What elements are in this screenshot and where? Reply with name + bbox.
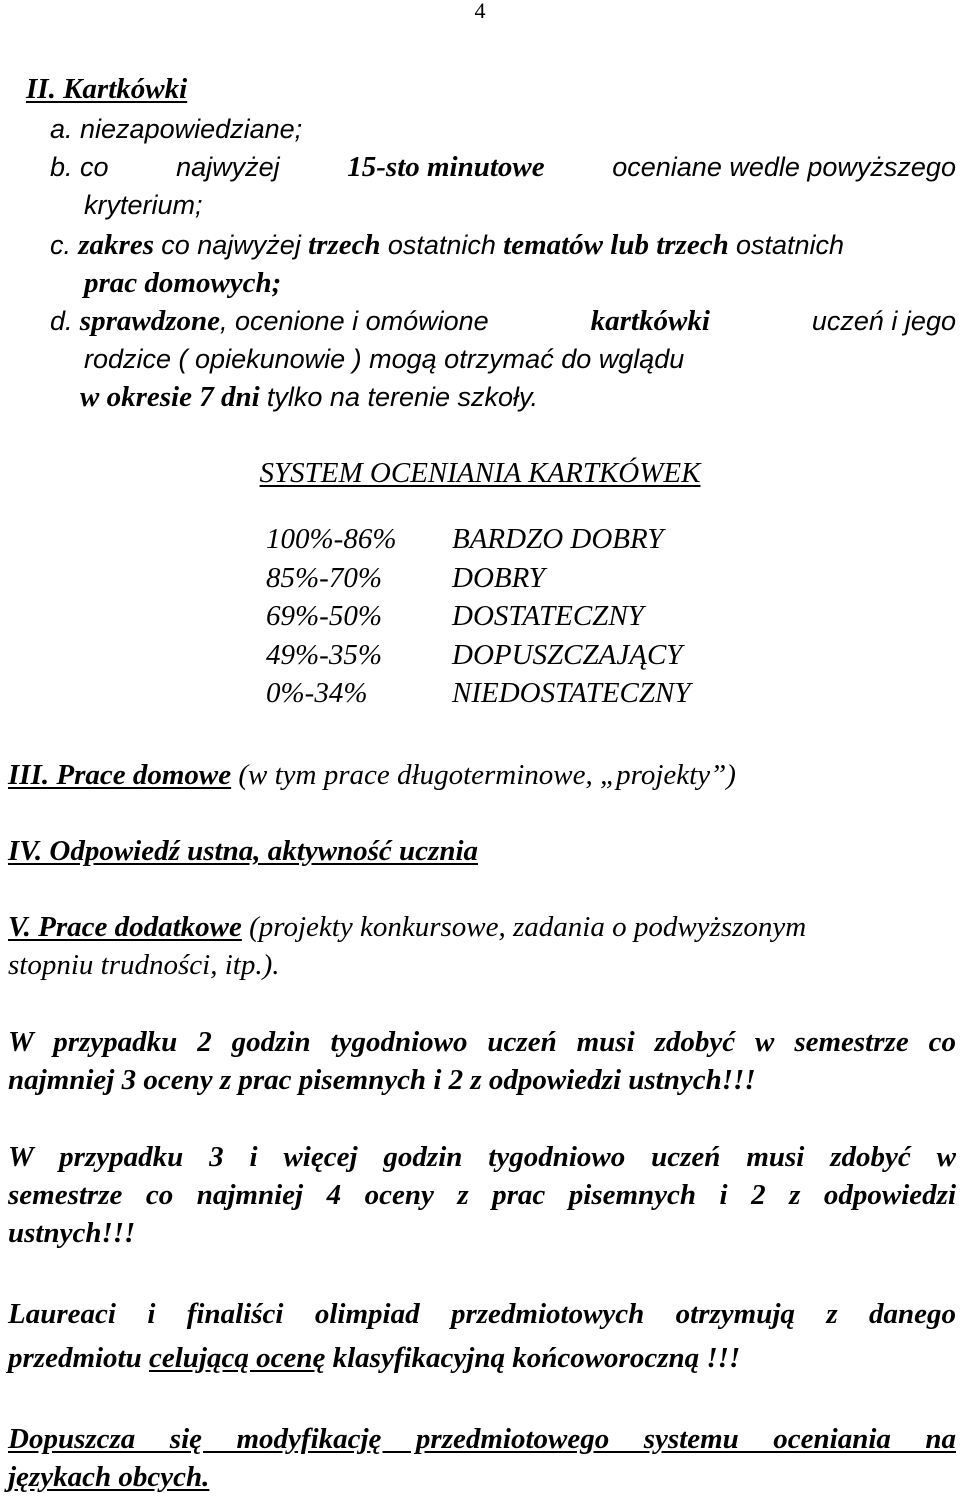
- rule-3-hours-line2: semestrze co najmniej 4 oceny z prac pisemnych i 2 z odpowiedzi: [8, 1179, 956, 1211]
- laureaci-line2-underlined: celującą ocenę: [149, 1342, 326, 1374]
- grading-row: [266, 522, 663, 556]
- kartkowki-item-d: [50, 304, 956, 338]
- item-d-part2: sprawdzone: [79, 305, 220, 337]
- item-c-part4: trzech: [308, 229, 381, 261]
- rule-3-hours-line3: ustnych!!!: [8, 1217, 136, 1249]
- item-d-cont2-bold: w okresie 7 dni: [80, 381, 260, 413]
- grading-system-title: SYSTEM OCENIANIA KARTKÓWEK: [259, 457, 701, 489]
- grade-range: 0%-34%: [266, 677, 368, 709]
- section-odpowiedz-heading: IV. Odpowiedź ustna, aktywność ucznia: [8, 835, 479, 867]
- item-c-part1: c.: [50, 230, 72, 260]
- grade-range: 100%-86%: [266, 523, 397, 555]
- modyfikacja-line2: językach obcych.: [8, 1461, 210, 1493]
- item-b-part4: oceniane wedle powyższego: [612, 152, 956, 182]
- prace-dodatkowe-note-cont: stopniu trudności, itp.).: [8, 949, 280, 981]
- modyfikacja-rule: [8, 1420, 956, 1496]
- rule-2-hours-line2: najmniej 3 oceny z prac pisemnych i 2 z odpowiedzi ustnych!!!: [8, 1064, 756, 1096]
- laureaci-line2-end: klasyfikacyjną końcoworoczną !!!: [325, 1342, 741, 1374]
- grade-label: DOPUSZCZAJĄCY: [452, 638, 683, 671]
- item-c-part2: zakres: [78, 229, 154, 261]
- kartkowki-item-c: [50, 228, 844, 262]
- laureaci-line1: Laureaci i finaliści olimpiad przedmiotowych otrzymują z danego: [8, 1298, 956, 1330]
- grade-label: DOBRY: [452, 561, 545, 594]
- grade-label: NIEDOSTATECZNY: [452, 677, 691, 709]
- item-d-part1: d.: [50, 306, 73, 336]
- laureaci-rule: [8, 1292, 956, 1380]
- item-c-part6: tematów lub trzech: [503, 229, 729, 261]
- kartkowki-item-c-cont: prac domowych;: [84, 267, 282, 299]
- item-c-part7: ostatnich: [735, 230, 845, 260]
- rule-2-hours-line1: W przypadku 2 godzin tygodniowo uczeń musi zdobyć w semestrze co: [8, 1026, 956, 1058]
- grading-row: [266, 638, 682, 672]
- grade-range: 49%-35%: [266, 638, 382, 671]
- prace-domowe-heading: III. Prace domowe: [8, 759, 232, 791]
- item-c-part3: co najwyżej: [161, 230, 301, 260]
- section-heading-kartkowki: II. Kartkówki: [26, 73, 188, 105]
- grade-label: BARDZO DOBRY: [452, 523, 664, 555]
- rule-3-hours-line1: W przypadku 3 i więcej godzin tygodniowo uczeń musi zdobyć w: [8, 1141, 956, 1173]
- kartkowki-item-d-cont2: [80, 380, 538, 414]
- item-b-part1: b. co: [50, 152, 109, 182]
- kartkowki-item-b: [50, 150, 956, 184]
- grading-row: [266, 599, 644, 633]
- modyfikacja-line1: Dopuszcza się modyfikację przedmiotowego systemu oceniania na: [8, 1423, 956, 1455]
- page-number: 4: [474, 0, 486, 23]
- item-d-cont2-rest: tylko na terenie szkoły.: [266, 382, 539, 412]
- grading-row: [266, 676, 691, 710]
- item-b-part3: 15-sto minutowe: [347, 151, 545, 183]
- laureaci-line2: [8, 1336, 956, 1380]
- section-prace-dodatkowe: [8, 910, 806, 944]
- item-c-part5: ostatnich: [387, 230, 496, 260]
- kartkowki-item-d-cont1: rodzice ( opiekunowie ) mogą otrzymać do wglądu: [84, 344, 685, 374]
- item-d-part5: uczeń i jego: [811, 306, 956, 336]
- kartkowki-item-a: a. niezapowiedziane;: [50, 114, 303, 144]
- grade-range: 69%-50%: [266, 600, 382, 632]
- item-d-part3: , ocenione i omówione: [219, 306, 489, 336]
- section-prace-domowe: [8, 758, 736, 792]
- grade-range: 85%-70%: [266, 561, 382, 594]
- item-b-part2: najwyżej: [176, 152, 280, 182]
- rule-2-hours: [8, 1023, 956, 1099]
- prace-domowe-note: (w tym prace długoterminowe, „projekty”): [231, 759, 736, 791]
- laureaci-line2-start: przedmiotu: [8, 1342, 149, 1374]
- item-d-part4: kartkówki: [590, 305, 710, 337]
- prace-dodatkowe-note: (projekty konkursowe, zadania o podwyższonym: [241, 911, 807, 943]
- kartkowki-item-b-cont: kryterium;: [84, 190, 203, 220]
- grading-row: [266, 561, 545, 595]
- grade-label: DOSTATECZNY: [452, 600, 644, 632]
- prace-dodatkowe-heading: V. Prace dodatkowe: [8, 911, 242, 943]
- rule-3-hours: [8, 1138, 956, 1252]
